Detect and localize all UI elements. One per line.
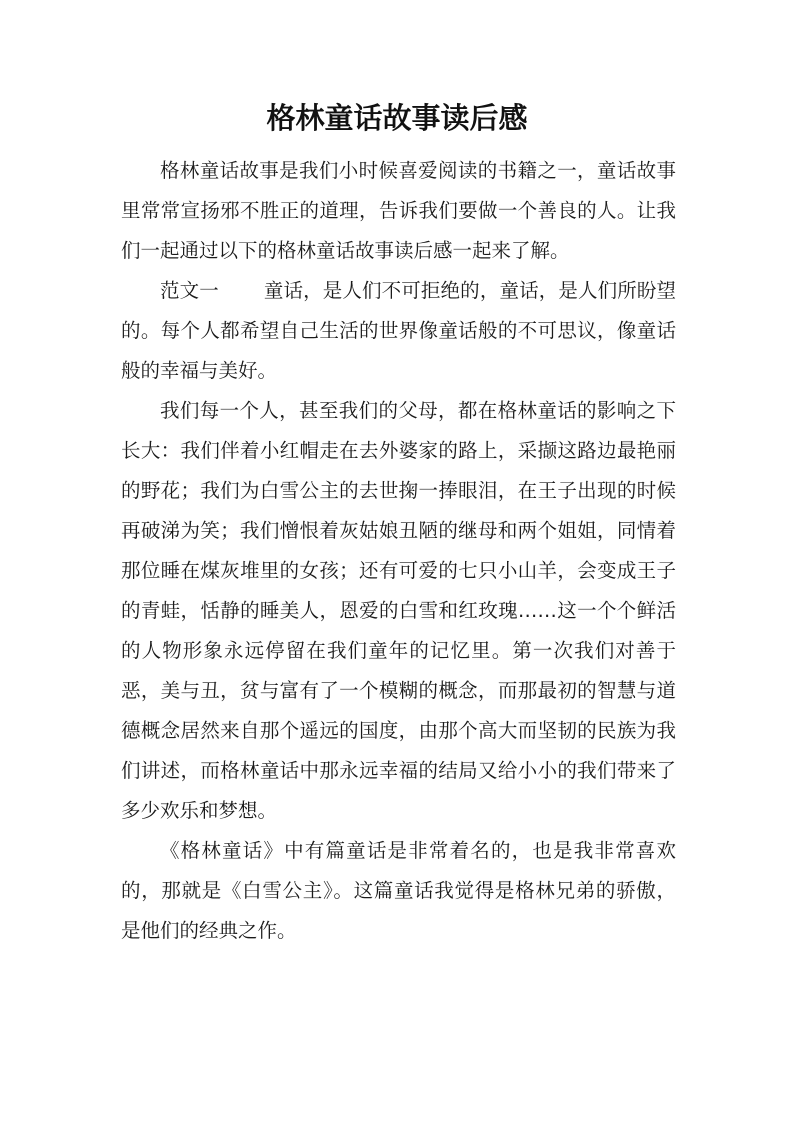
document-body	[121, 151, 676, 951]
closing-paragraph: 《格林童话》中有篇童话是非常着名的，也是我非常喜欢的，那就是《白雪公主》。这篇童话我觉得是格林兄弟的骄傲，是他们的经典之作。	[121, 839, 676, 942]
sample-paragraph-1-text: 童话，是人们不可拒绝的，童话，是人们所盼望的。每个人都希望自己生活的世界像童话般的不可思议，像童话般的幸福与美好。	[121, 279, 676, 382]
intro-paragraph: 格林童话故事是我们小时候喜爱阅读的书籍之一，童话故事里常常宣扬邪不胜正的道理，告诉我们要做一个善良的人。让我们一起通过以下的格林童话故事读后感一起来了解。	[121, 159, 676, 262]
sample-paragraph-1	[121, 271, 676, 391]
section-label: 范文一	[160, 279, 219, 302]
body-paragraph: 我们每一个人，甚至我们的父母，都在格林童话的影响之下长大：我们伴着小红帽走在去外婆家的路上，采撷这路边最艳丽的野花；我们为白雪公主的去世掬一捧眼泪，在王子出现的时候再破涕为笑；我们憎恨着灰姑娘丑陋的继母和两个姐姐，同情着那位睡在煤灰堆里的女孩；还有可爱的七只小山羊，会变成王子的青蛙，恬静的睡美人，恩爱的白雪和红玫瑰……这一个个鲜活的人物形象永远停留在我们童年的记忆里。第一次我们对善于恶，美与丑，贫与富有了一个模糊的概念，而那最初的智慧与道德概念居然来自那个遥远的国度，由那个高大而坚韧的民族为我们讲述，而格林童话中那永远幸福的结局又给小小的我们带来了多少欢乐和梦想。	[121, 399, 676, 822]
document-title: 格林童话故事读后感	[266, 101, 528, 135]
